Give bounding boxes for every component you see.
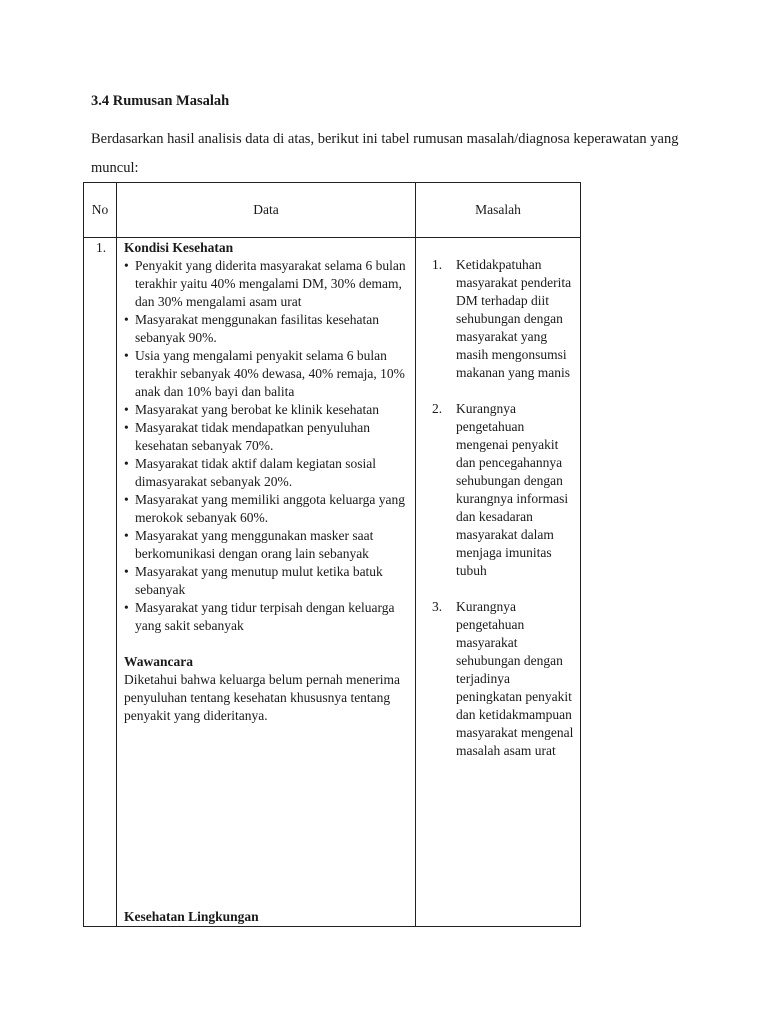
masalah-text: Kurangnya pengetahuan mengenai penyakit dan pencegahannya sehubungan dengan kurangnya informasi dan kesadaran masyarakat dalam menjaga imunitas tubuh [456, 401, 569, 578]
problem-table [83, 182, 581, 927]
masalah-item [432, 598, 578, 760]
kesehatan-lingkungan-title: Kesehatan Lingkungan [124, 909, 259, 924]
row-number: 1. [96, 240, 107, 255]
list-item: • Masyarakat yang memiliki anggota keluarga yang merokok sebanyak 60%. [124, 491, 414, 527]
wawancara-title: Wawancara [124, 654, 193, 669]
list-item: • Masyarakat yang tidur terpisah dengan keluarga yang sakit sebanyak [124, 599, 414, 635]
masalah-text: Kurangnya pengetahuan masyarakat sehubungan dengan terjadinya peningkatan penyakit dan ketidakmampuan masyarakat mengenal masalah asam urat [456, 599, 574, 758]
list-item: • Masyarakat tidak aktif dalam kegiatan sosial dimasyarakat sebanyak 20%. [124, 455, 414, 491]
section-heading: 3.4 Rumusan Masalah [91, 93, 230, 109]
list-item: • Masyarakat yang menutup mulut ketika batuk sebanyak [124, 563, 414, 599]
header-no: No [91, 202, 109, 217]
list-item: • Usia yang mengalami penyakit selama 6 bulan terakhir sebanyak 40% dewasa, 40% remaja, 10% anak dan 10% bayi dan balita [124, 347, 414, 401]
list-item: • Penyakit yang diderita masyarakat selama 6 bulan terakhir yaitu 40% mengalami DM, 30% demam, dan 30% mengalami asam urat [124, 257, 414, 311]
intro-paragraph: Berdasarkan hasil analisis data di atas, berikut ini tabel rumusan masalah/diagnosa keperawatan yang muncul: [91, 131, 679, 176]
header-data: Data [253, 202, 279, 217]
masalah-number: 3. [432, 599, 443, 614]
column-divider [116, 183, 117, 926]
wawancara-text: Diketahui bahwa keluarga belum pernah menerima penyuluhan tentang kesehatan khususnya tentang penyakit yang dideritanya. [124, 672, 401, 723]
list-item: • Masyarakat yang berobat ke klinik kesehatan [124, 401, 414, 419]
masalah-text: Ketidakpatuhan masyarakat penderita DM terhadap diit sehubungan dengan masyarakat yang masih mengonsumsi makanan yang manis [456, 257, 572, 380]
kondisi-list [124, 257, 414, 635]
kondisi-kesehatan-title: Kondisi Kesehatan [124, 240, 234, 255]
list-item: • Masyarakat yang menggunakan masker saat berkomunikasi dengan orang lain sebanyak [124, 527, 414, 563]
masalah-cell [432, 256, 578, 778]
data-cell [124, 239, 414, 725]
header-divider [84, 237, 580, 238]
masalah-number: 2. [432, 401, 443, 416]
list-item: • Masyarakat menggunakan fasilitas kesehatan sebanyak 90%. [124, 311, 414, 347]
column-divider [415, 183, 416, 926]
masalah-item [432, 400, 578, 580]
masalah-number: 1. [432, 257, 443, 272]
header-masalah: Masalah [475, 202, 521, 217]
list-item: • Masyarakat tidak mendapatkan penyuluhan kesehatan sebanyak 70%. [124, 419, 414, 455]
masalah-item [432, 256, 578, 382]
